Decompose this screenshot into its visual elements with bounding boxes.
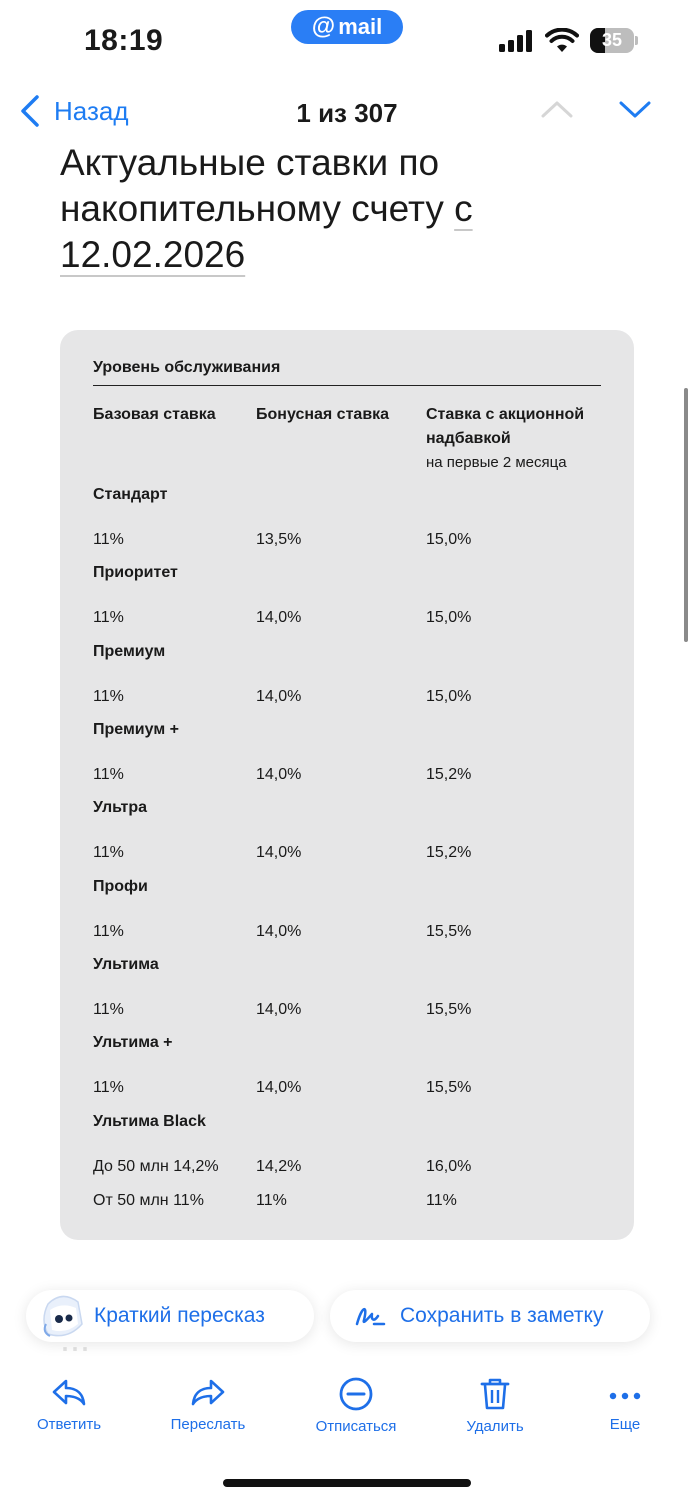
- tier-bonus-rate: 14,0%: [256, 844, 302, 861]
- tier-promo-rate: 15,2%: [426, 844, 472, 861]
- tier-bonus-rate: 14,0%: [256, 609, 302, 626]
- back-label: Назад: [54, 95, 129, 126]
- tier-bonus-rate: 14,0%: [256, 766, 302, 783]
- tier-bonus-rate: 14,0%: [256, 923, 302, 940]
- subject-line-1: Актуальные ставки по: [60, 142, 440, 183]
- tier-bonus-rate: 14,2%: [256, 1158, 302, 1175]
- summary-button[interactable]: [26, 1290, 314, 1342]
- tier-name: Приоритет: [93, 564, 178, 581]
- header-promo-line-2: надбавкой: [426, 430, 511, 447]
- tier-name: Стандарт: [93, 486, 168, 503]
- wifi-icon: [545, 28, 579, 53]
- tier-promo-rate: 15,0%: [426, 531, 472, 548]
- delete-label: Удалить: [466, 1418, 524, 1435]
- trash-icon: [477, 1376, 513, 1412]
- tier-promo-rate: 15,0%: [426, 688, 472, 705]
- subject-date-link[interactable]: 12.02.2026: [60, 234, 246, 275]
- tier-promo-rate: 11%: [426, 1192, 457, 1209]
- reply-label: Ответить: [36, 1416, 102, 1433]
- tier-base-rate: До 50 млн 14,2%: [93, 1158, 219, 1175]
- rates-card: [60, 330, 634, 1240]
- tier-bonus-rate: 11%: [256, 1192, 287, 1209]
- header-bonus-rate: Бонусная ставка: [256, 406, 390, 423]
- tier-promo-rate: 15,5%: [426, 923, 472, 940]
- mail-badge[interactable]: [291, 10, 403, 44]
- forward-icon: [189, 1376, 227, 1410]
- tier-base-rate: 11%: [93, 531, 124, 548]
- more-dots-icon: [606, 1376, 644, 1410]
- tier-base-rate: 11%: [93, 1001, 124, 1018]
- header-promo-note: на первые 2 месяца: [426, 454, 567, 471]
- tier-name: Профи: [93, 878, 148, 895]
- reply-button[interactable]: [14, 1376, 124, 1433]
- message-counter: 1 из 307: [296, 98, 398, 128]
- forward-button[interactable]: [153, 1376, 263, 1433]
- tier-base-rate: 11%: [93, 688, 124, 705]
- tier-name: Премиум +: [93, 721, 179, 738]
- battery-level: 35: [601, 30, 623, 50]
- subject-line-2a: накопительному счету: [60, 188, 455, 229]
- tier-name: Ультима Black: [93, 1113, 206, 1130]
- cellular-signal-icon: [499, 30, 535, 52]
- tier-promo-rate: 15,5%: [426, 1001, 472, 1018]
- tier-promo-rate: 15,2%: [426, 766, 472, 783]
- header-base-rate: Базовая ставка: [93, 406, 216, 423]
- header-promo-rate: [426, 403, 616, 475]
- mail-badge-label: mail: [338, 14, 383, 39]
- save-to-note-label: Сохранить в заметку: [400, 1304, 604, 1327]
- minus-circle-icon: [337, 1376, 375, 1412]
- subject-date-link-part[interactable]: с: [454, 188, 473, 229]
- ai-assistant-icon: [38, 1294, 86, 1340]
- scrollbar[interactable]: [684, 388, 688, 642]
- tier-name: Премиум: [93, 643, 166, 660]
- tier-base-rate: 11%: [93, 609, 124, 626]
- more-label: Еще: [609, 1416, 641, 1433]
- unsubscribe-button[interactable]: [301, 1376, 411, 1435]
- tier-name: Ультра: [93, 799, 148, 816]
- unsubscribe-label: Отписаться: [315, 1418, 397, 1435]
- summary-label: Краткий пересказ: [94, 1304, 265, 1327]
- message-nav: [0, 84, 694, 142]
- tier-base-rate: От 50 млн 11%: [93, 1192, 204, 1209]
- battery-icon: [590, 28, 638, 53]
- tier-name: Ультима +: [93, 1034, 173, 1051]
- tier-name: Ультима: [93, 956, 159, 973]
- status-bar: [0, 0, 694, 84]
- tier-base-rate: 11%: [93, 1079, 124, 1096]
- reply-icon: [50, 1376, 88, 1410]
- tier-promo-rate: 15,5%: [426, 1079, 472, 1096]
- tier-bonus-rate: 14,0%: [256, 688, 302, 705]
- tier-bonus-rate: 14,0%: [256, 1079, 302, 1096]
- header-promo-line-1: Ставка с акционной: [426, 406, 585, 423]
- tier-base-rate: 11%: [93, 766, 124, 783]
- at-icon: @: [311, 13, 336, 40]
- tier-base-rate: 11%: [93, 923, 124, 940]
- tier-promo-rate: 15,0%: [426, 609, 472, 626]
- tier-bonus-rate: 14,0%: [256, 1001, 302, 1018]
- chevron-down-icon[interactable]: [618, 98, 652, 120]
- more-button[interactable]: [570, 1376, 680, 1433]
- service-level-heading: Уровень обслуживания: [93, 359, 601, 386]
- save-to-note-button[interactable]: [330, 1290, 650, 1342]
- delete-button[interactable]: [440, 1376, 550, 1435]
- message-subject: [60, 140, 620, 278]
- chevron-up-icon[interactable]: [540, 98, 574, 120]
- forward-label: Переслать: [170, 1416, 246, 1433]
- handwriting-icon: [354, 1302, 386, 1330]
- tier-base-rate: 11%: [93, 844, 124, 861]
- tier-bonus-rate: 13,5%: [256, 531, 302, 548]
- home-indicator[interactable]: [223, 1479, 471, 1487]
- status-time: 18:19: [84, 24, 164, 57]
- subject-line-2: [60, 186, 620, 232]
- tier-promo-rate: 16,0%: [426, 1158, 472, 1175]
